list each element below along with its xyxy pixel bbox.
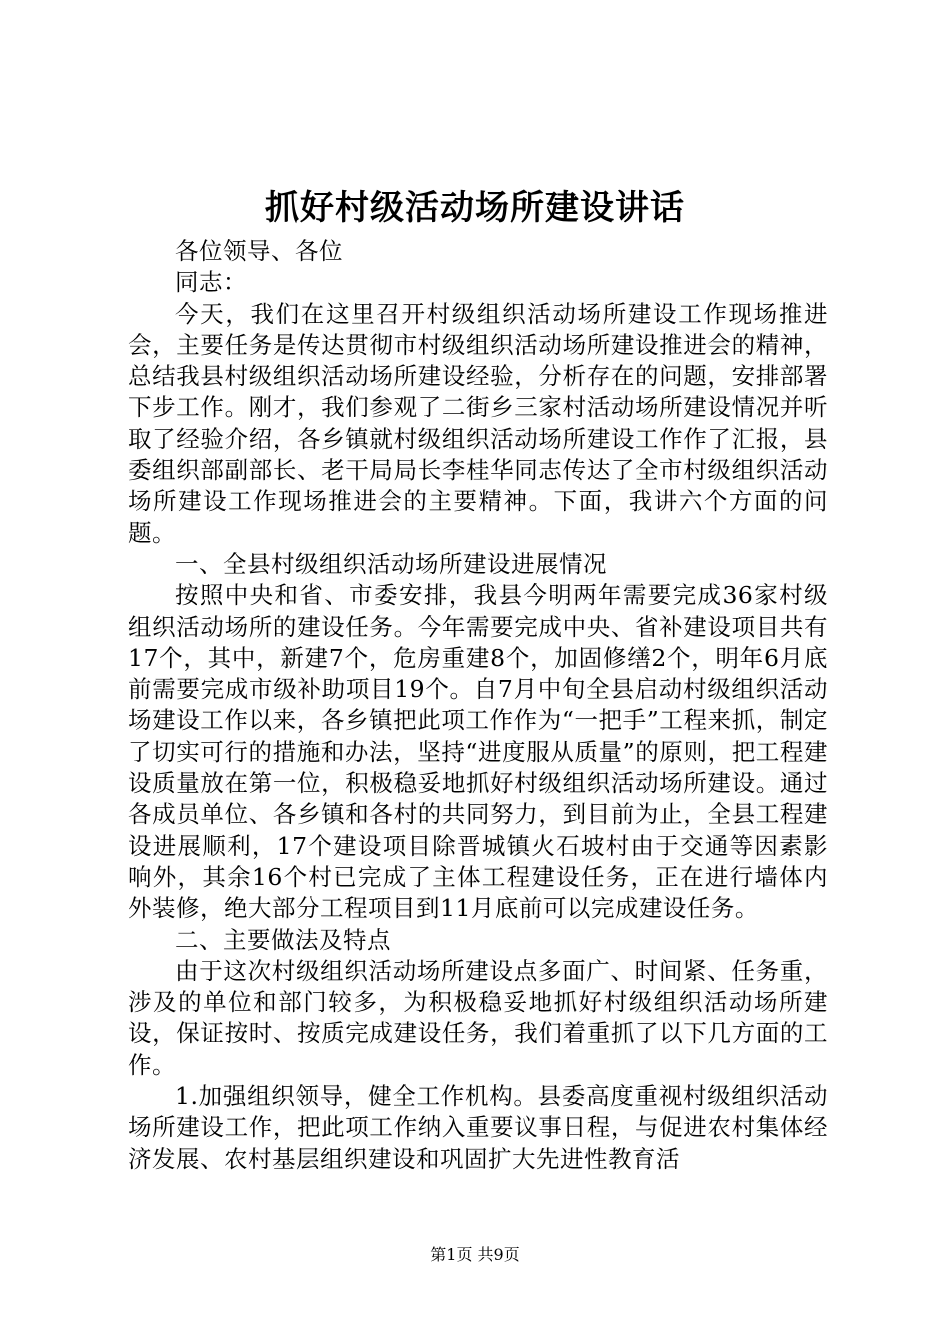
- salutation-line-2: 同志：: [175, 268, 247, 297]
- section-heading-1: 一、全县村级组织活动场所建设进展情况: [175, 549, 607, 578]
- document-title: 抓好村级活动场所建设讲话: [265, 188, 685, 228]
- paragraph-intro: 今天，我们在这里召开村级组织活动场所建设工作现场推进会，主要任务是传达贯彻市村级组织活动场所建设推进会的精神，总结我县村级组织活动场所建设经验，分析存在的问题，安排部署下步工作。刚才，我们参观了二街乡三家村活动场所建设情况并听取了经验介绍，各乡镇就村级组织活动场所建设工作作了汇报，县委组织部副部长、老干局局长李桂华同志传达了全市村级组织活动场所建设工作现场推进会的主要精神。下面，我讲六个方面的问题。: [128, 299, 828, 547]
- salutation-line-1: 各位领导、各位: [175, 237, 343, 265]
- page-footer: 第1页 共9页: [430, 1245, 520, 1264]
- document-body: [128, 236, 828, 1175]
- paragraph-methods: 由于这次村级组织活动场所建设点多面广、时间紧、任务重，涉及的单位和部门较多，为积极稳妥地抓好村级组织活动场所建设，保证按时、按质完成建设任务，我们着重抓了以下几方面的工作。: [128, 956, 828, 1079]
- paragraph-item-1: 1.加强组织领导，健全工作机构。县委高度重视村级组织活动场所建设工作，把此项工作纳入重要议事日程，与促进农村集体经济发展、农村基层组织建设和巩固扩大先进性教育活: [128, 1082, 828, 1173]
- section-heading-2: 二、主要做法及特点: [175, 925, 391, 954]
- paragraph-progress: 按照中央和省、市委安排，我县今明两年需要完成36家村级组织活动场所的建设任务。今年需要完成中央、省补建设项目共有17个，其中，新建7个，危房重建8个，加固修缮2个，明年6月底前需要完成市级补助项目19个。自7月中旬全县启动村级组织活动场建设工作以来，各乡镇把此项工作作为“一把手”工程来抓，制定了切实可行的措施和办法，坚持“进度服从质量”的原则，把工程建设质量放在第一位，积极稳妥地抓好村级组织活动场所建设。通过各成员单位、各乡镇和各村的共同努力，到目前为止，全县工程建设进展顺利，17个建设项目除晋城镇火石坡村由于交通等因素影响外，其余16个村已完成了主体工程建设任务，正在进行墙体内外装修，绝大部分工程项目到11月底前可以完成建设任务。: [128, 581, 828, 923]
